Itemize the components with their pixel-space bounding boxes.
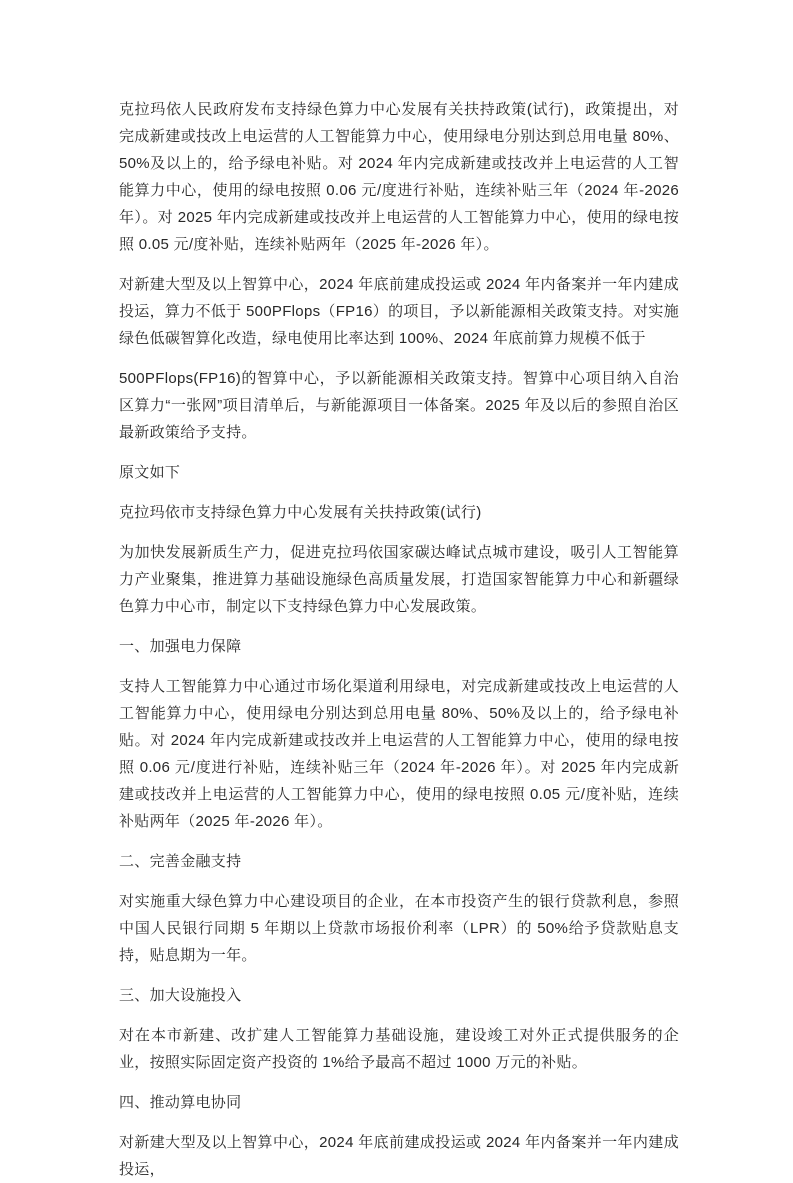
original-text-label: 原文如下: [119, 464, 181, 481]
section-1-body: 支持人工智能算力中心通过市场化渠道利用绿电，对完成新建或技改上电运营的人工智能算力中心，使用绿电分别达到总用电量 80%、50%及以上的，给予绿电补贴。对 2024 年内完成新建或技改并上电运营的人工智能算力中心，使用的绿电按照 0.06 元/度进行补贴，连续补贴三年（2024 年-2026 年）。对 2025 年内完成新建或技改并上电运营的人工智能算力中心，使用的绿电按照 0.05 元/度补贴，连续补贴两年（2025 年-2026 年）。: [119, 678, 679, 830]
section-2-body: 对实施重大绿色算力中心建设项目的企业，在本市投资产生的银行贷款利息，参照中国人民银行同期 5 年期以上贷款市场报价利率（LPR）的 50%给予贷款贴息支持，贴息期为一年。: [119, 893, 679, 964]
section-heading-4: 四、推动算电协同: [119, 1094, 242, 1111]
section-4-body: 对新建大型及以上智算中心，2024 年底前建成投运或 2024 年内备案并一年内建成投运，: [119, 1134, 679, 1178]
section-heading-2: 二、完善金融支持: [119, 853, 242, 870]
summary-paragraph-1: 对新建大型及以上智算中心，2024 年底前建成投运或 2024 年内备案并一年内建成投运，算力不低于 500PFlops（FP16）的项目，予以新能源相关政策支持。对实施绿色低碳智算化改造，绿电使用比率达到 100%、2024 年底前算力规模不低于: [119, 276, 679, 347]
section-3-body: 对在本市新建、改扩建人工智能算力基础设施，建设竣工对外正式提供服务的企业，按照实际固定资产投资的 1%给予最高不超过 1000 万元的补贴。: [119, 1027, 679, 1071]
policy-preamble: 为加快发展新质生产力，促进克拉玛依国家碳达峰试点城市建设，吸引人工智能算力产业聚集，推进算力基础设施绿色高质量发展，打造国家智能算力中心和新疆绿色算力中心市，制定以下支持绿色算力中心发展政策。: [119, 544, 679, 615]
section-heading-3: 三、加大设施投入: [119, 987, 242, 1004]
policy-title: 克拉玛依市支持绿色算力中心发展有关扶持政策(试行): [119, 504, 482, 521]
summary-paragraph-2: 500PFlops(FP16)的智算中心，予以新能源相关政策支持。智算中心项目纳入自治区算力“一张网”项目清单后，与新能源项目一体备案。2025 年及以后的参照自治区最新政策给予支持。: [119, 370, 679, 441]
intro-paragraph: 克拉玛依人民政府发布支持绿色算力中心发展有关扶持政策(试行)，政策提出，对完成新建或技改上电运营的人工智能算力中心，使用绿电分别达到总用电量 80%、50%及以上的，给予绿电补贴。对 2024 年内完成新建或技改并上电运营的人工智能算力中心，使用的绿电按照 0.06 元/度进行补贴，连续补贴三年（2024 年-2026 年）。对 2025 年内完成新建或技改并上电运营的人工智能算力中心，使用的绿电按照 0.05 元/度补贴，连续补贴两年（2025 年-2026 年）。: [119, 101, 679, 253]
document-content: [119, 96, 679, 1183]
section-heading-1: 一、加强电力保障: [119, 638, 242, 655]
